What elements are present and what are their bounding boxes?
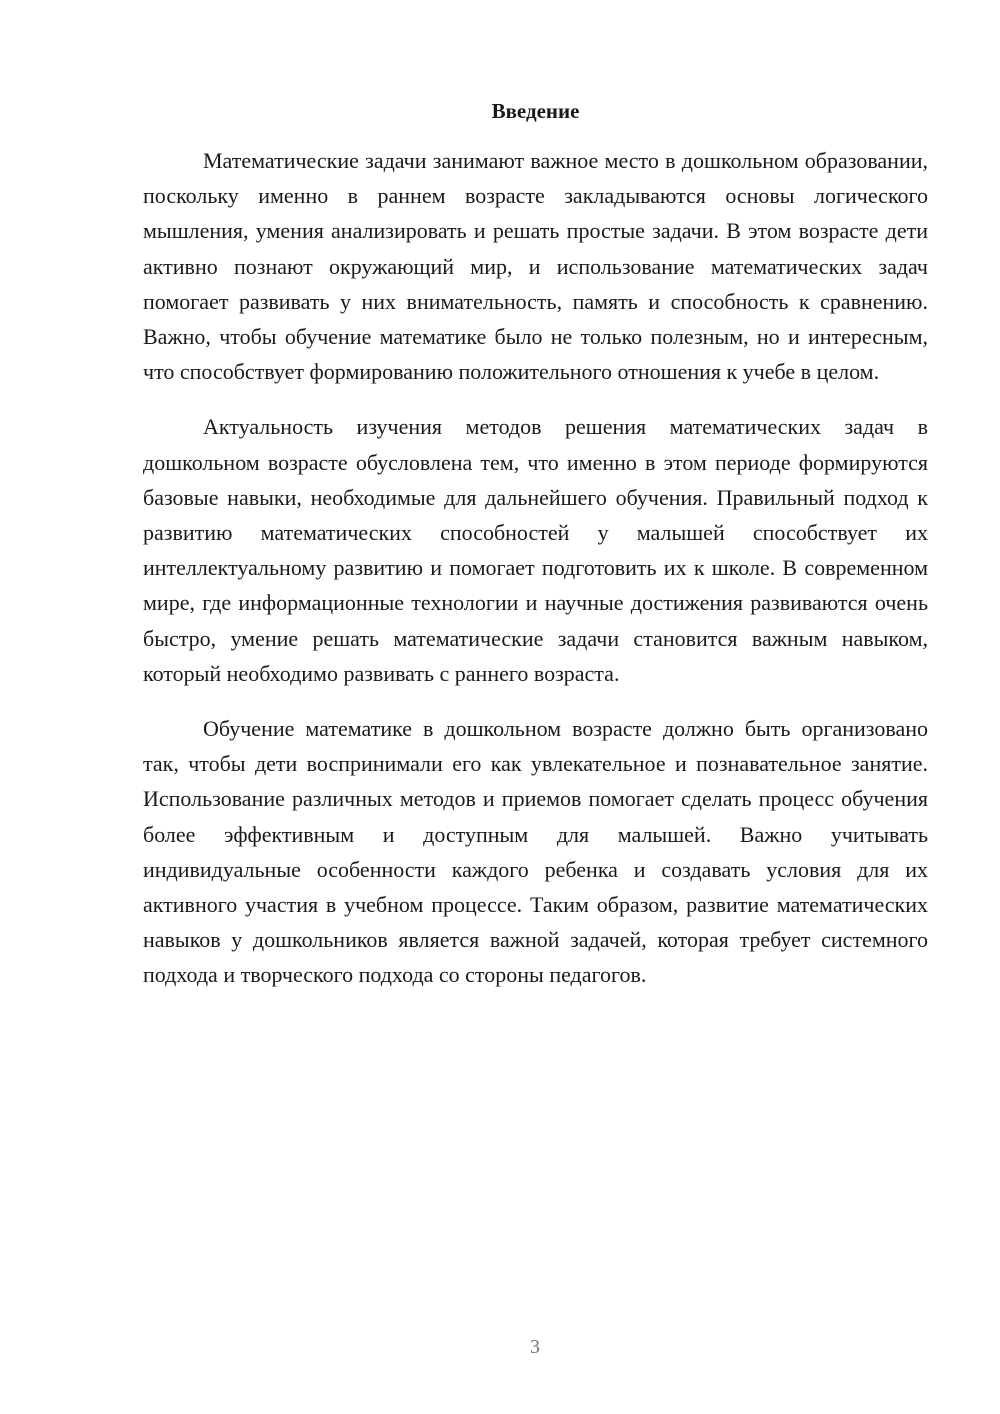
page-number: 3 xyxy=(530,1336,540,1358)
page-title: Введение xyxy=(491,99,580,123)
paragraph-2: Актуальность изучения методов решения математических задач в дошкольном возрасте обусловлена тем, что именно в этом периоде формируются базовые навыки, необходимые для дальнейшего обучения. Правильный подход к развитию математических способностей у малышей способствует их интеллектуальному развитию и помогает подготовить их к школе. В современном мире, где информационные технологии и научные достижения развиваются очень быстро, умение решать математические задачи становится важным навыком, который необходимо развивать с раннего возраста. xyxy=(143,414,928,686)
page-content xyxy=(143,96,928,993)
paragraph-3: Обучение математике в дошкольном возрасте должно быть организовано так, чтобы дети воспринимали его как увлекательное и познавательное занятие. Использование различных методов и приемов помогает сделать процесс обучения более эффективным и доступным для малышей. Важно учитывать индивидуальные особенности каждого ребенка и создавать условия для их активного участия в учебном процессе. Таким образом, развитие математических навыков у дошкольников является важной задачей, которая требует системного подхода и творческого подхода со стороны педагогов. xyxy=(143,716,928,988)
paragraph-1: Математические задачи занимают важное место в дошкольном образовании, поскольку именно в раннем возрасте закладываются основы логического мышления, умения анализировать и решать простые задачи. В этом возрасте дети активно познают окружающий мир, и использование математических задач помогает развивать у них внимательность, память и способность к сравнению. Важно, чтобы обучение математике было не только полезным, но и интересным, что способствует формированию положительного отношения к учебе в целом. xyxy=(143,148,928,385)
